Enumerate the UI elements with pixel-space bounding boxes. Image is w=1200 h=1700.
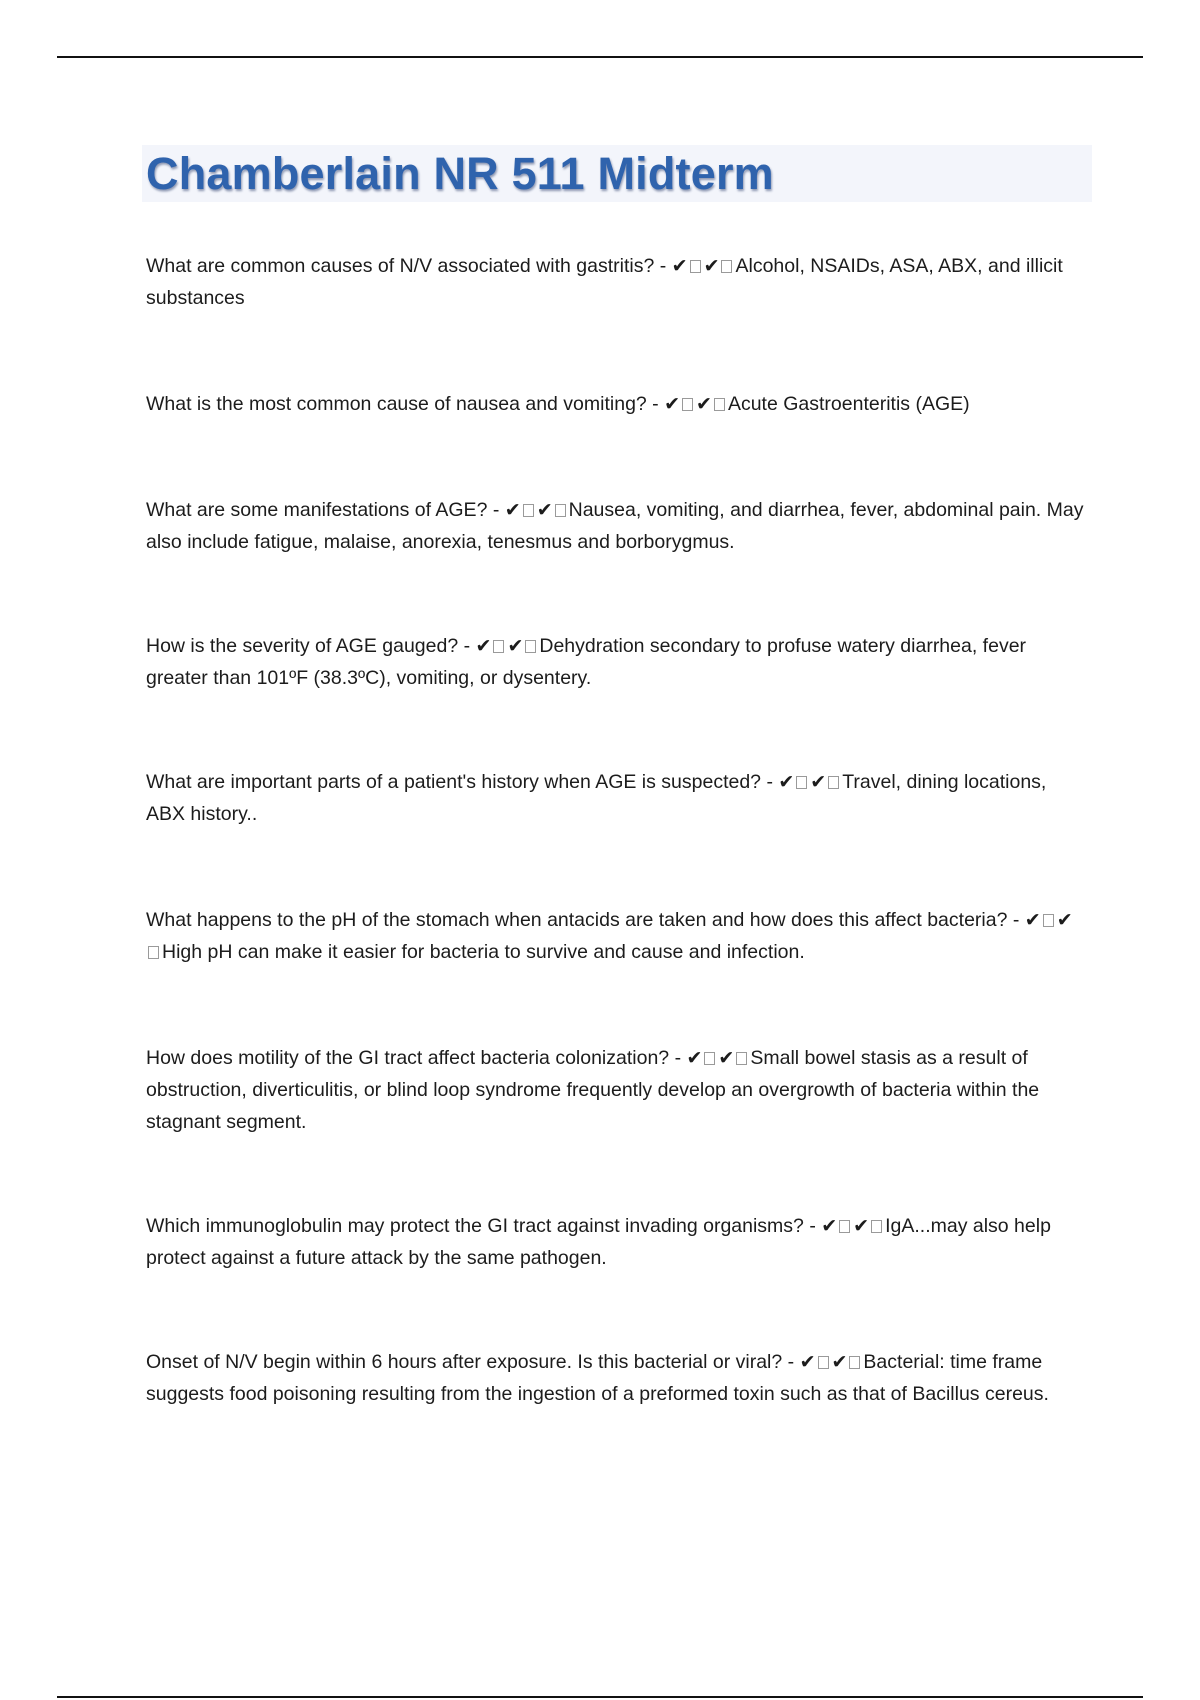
qa-item bbox=[146, 1346, 1086, 1410]
check-mark-icon: ✔ bbox=[507, 635, 524, 657]
answer-text: Small bowel stasis as a result of obstruction, diverticulitis, or blind loop syndrome frequently develop an overgrowth of bacteria within the stagnant segment. bbox=[146, 1047, 1040, 1133]
bottom-rule bbox=[57, 1696, 1143, 1698]
check-mark-icon: ✔ bbox=[1024, 909, 1041, 931]
missing-glyph-box-icon bbox=[682, 398, 693, 411]
missing-glyph-box-icon bbox=[736, 1052, 747, 1065]
check-mark-icon: ✔ bbox=[810, 771, 827, 793]
check-mark-icon: ✔ bbox=[853, 1215, 870, 1237]
check-mark-icon: ✔ bbox=[1056, 909, 1073, 931]
check-mark-icon: ✔ bbox=[821, 1215, 838, 1237]
check-mark-icon: ✔ bbox=[799, 1351, 816, 1373]
check-mark-icon: ✔ bbox=[664, 393, 681, 415]
missing-glyph-box-icon bbox=[796, 776, 807, 789]
separator: - bbox=[646, 393, 665, 415]
question-text: What are some manifestations of AGE? bbox=[146, 499, 488, 521]
check-mark-icon: ✔ bbox=[778, 771, 795, 793]
answer-text: Alcohol, NSAIDs, ASA, ABX, and illicit substances bbox=[146, 255, 1063, 309]
separator: - bbox=[803, 1215, 822, 1237]
question-text: What happens to the pH of the stomach when antacids are taken and how does this affect bacteria? bbox=[146, 909, 1008, 931]
answer-text: IgA...may also help protect against a future attack by the same pathogen. bbox=[146, 1215, 1051, 1269]
check-mark-icon: ✔ bbox=[475, 635, 492, 657]
separator: - bbox=[782, 1351, 800, 1373]
qa-item bbox=[146, 904, 1086, 968]
separator: - bbox=[654, 255, 672, 277]
missing-glyph-box-icon bbox=[690, 260, 701, 273]
missing-glyph-box-icon bbox=[1043, 914, 1054, 927]
check-mark-icon: ✔ bbox=[504, 499, 521, 521]
qa-item bbox=[146, 388, 1086, 420]
separator: - bbox=[669, 1047, 687, 1069]
separator: - bbox=[458, 635, 476, 657]
missing-glyph-box-icon bbox=[148, 946, 159, 959]
question-text: What is the most common cause of nausea and vomiting? bbox=[146, 393, 647, 415]
page-title: Chamberlain NR 511 Midterm bbox=[146, 148, 774, 199]
check-mark-icon: ✔ bbox=[831, 1351, 848, 1373]
missing-glyph-box-icon bbox=[493, 640, 504, 653]
separator: - bbox=[761, 771, 779, 793]
answer-text: Nausea, vomiting, and diarrhea, fever, abdominal pain. May also include fatigue, malaise, anorexia, tenesmus and borborygmus. bbox=[146, 499, 1084, 553]
check-mark-icon: ✔ bbox=[536, 499, 553, 521]
top-rule bbox=[57, 56, 1143, 58]
question-text: What are important parts of a patient's history when AGE is suspected? bbox=[146, 771, 762, 793]
answer-text: Bacterial: time frame suggests food poisoning resulting from the ingestion of a preformed toxin such as that of Bacillus cereus. bbox=[146, 1351, 1049, 1405]
missing-glyph-box-icon bbox=[849, 1356, 860, 1369]
question-text: How is the severity of AGE gauged? bbox=[146, 635, 459, 657]
question-text: Which immunoglobulin may protect the GI tract against invading organisms? bbox=[146, 1215, 804, 1237]
qa-item bbox=[146, 494, 1086, 558]
check-mark-icon: ✔ bbox=[686, 1047, 703, 1069]
qa-item bbox=[146, 250, 1086, 314]
separator: - bbox=[1007, 909, 1025, 931]
qa-item bbox=[146, 766, 1086, 830]
missing-glyph-box-icon bbox=[555, 504, 566, 517]
qa-item bbox=[146, 1210, 1086, 1274]
missing-glyph-box-icon bbox=[714, 398, 725, 411]
missing-glyph-box-icon bbox=[828, 776, 839, 789]
answer-text: High pH can make it easier for bacteria to survive and cause and infection. bbox=[162, 941, 805, 963]
answer-text: Dehydration secondary to profuse watery diarrhea, fever greater than 101ºF (38.3ºC), vomiting, or dysentery. bbox=[146, 635, 1027, 689]
missing-glyph-box-icon bbox=[704, 1052, 715, 1065]
missing-glyph-box-icon bbox=[721, 260, 732, 273]
missing-glyph-box-icon bbox=[818, 1356, 829, 1369]
check-mark-icon: ✔ bbox=[696, 393, 712, 415]
missing-glyph-box-icon bbox=[839, 1220, 850, 1233]
answer-text: Acute Gastroenteritis (AGE) bbox=[727, 393, 970, 415]
check-mark-icon: ✔ bbox=[671, 255, 688, 277]
question-text: Onset of N/V begin within 6 hours after exposure. Is this bacterial or viral? bbox=[146, 1351, 783, 1373]
question-text: How does motility of the GI tract affect bacteria colonization? bbox=[146, 1047, 670, 1069]
question-text: What are common causes of N/V associated with gastritis? bbox=[146, 255, 655, 277]
missing-glyph-box-icon bbox=[525, 640, 536, 653]
check-mark-icon: ✔ bbox=[718, 1047, 735, 1069]
qa-item bbox=[146, 630, 1086, 694]
missing-glyph-box-icon bbox=[523, 504, 534, 517]
separator: - bbox=[487, 499, 505, 521]
qa-item bbox=[146, 1042, 1086, 1138]
check-mark-icon: ✔ bbox=[703, 255, 720, 277]
answer-text: Travel, dining locations, ABX history.. bbox=[146, 771, 1047, 825]
missing-glyph-box-icon bbox=[871, 1220, 882, 1233]
